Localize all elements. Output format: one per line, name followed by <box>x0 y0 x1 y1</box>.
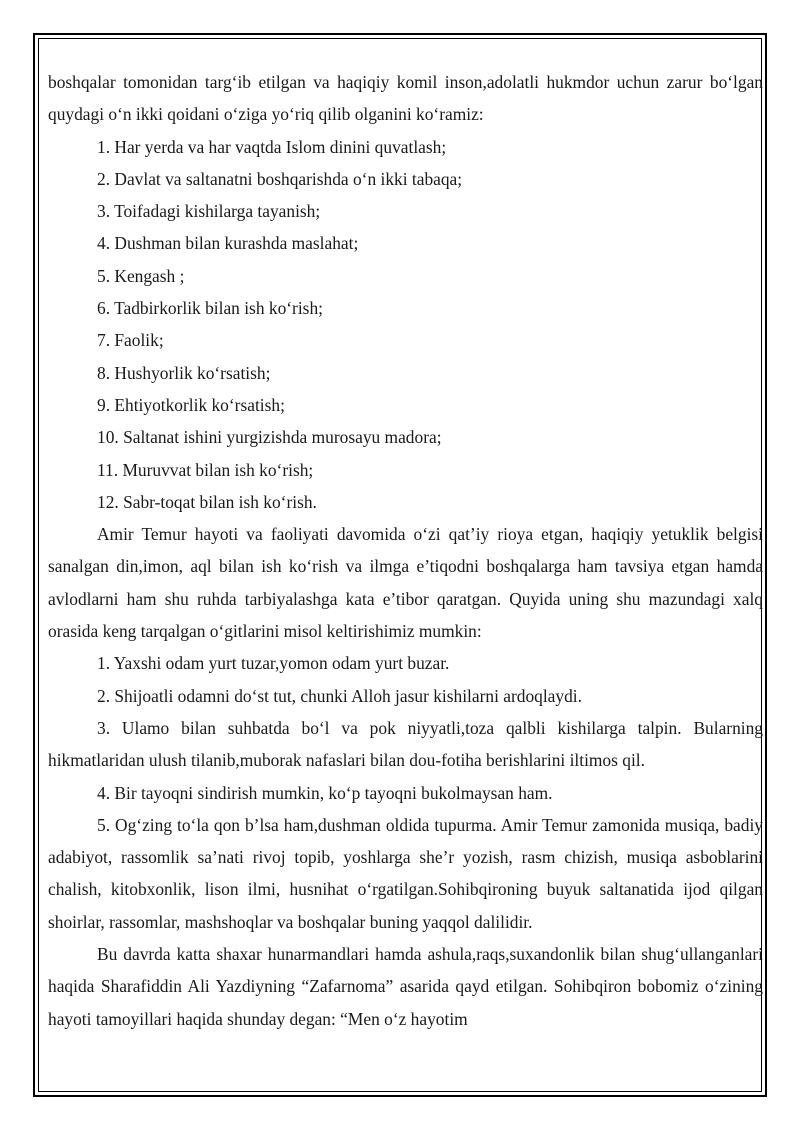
list-item: 10. Saltanat ishini yurgizishda murosayu madora; <box>97 427 442 448</box>
list-item: 5. Kengash ; <box>97 265 185 286</box>
paragraph-continuation: boshqalar tomonidan targ‘ib etilgan va haqiqiy komil inson,adolatli hukmdor uchun zarur bo‘lgan quydagi o‘n ikki qoidani o‘ziga yo‘riq qilib olganini ko‘ramiz: <box>48 72 763 125</box>
saying-item: 3. Ulamo bilan suhbatda bo‘l va pok niyyatli,toza qalbli kishilarga talpin. Bularning hikmatlaridan ulush tilanib,muborak nafaslari bilan dou-fotiha berishlarini iltimos qil. <box>48 717 763 771</box>
list-item: 2. Davlat va saltanatni boshqarishda o‘n ikki tabaqa; <box>97 168 463 189</box>
list-item: 7. Faolik; <box>97 330 164 351</box>
list-item: 4. Dushman bilan kurashda maslahat; <box>97 233 359 254</box>
saying-item: 2. Shijoatli odamni do‘st tut, chunki Alloh jasur kishilarni ardoqlaydi. <box>97 685 582 706</box>
list-item: 12. Sabr-toqat bilan ish ko‘rish. <box>97 491 317 512</box>
saying-item: 5. Og‘zing to‘la qon b’lsa ham,dushman oldida tupurma. Amir Temur zamonida musiqa, badiy adabiyot, rassomlik sa’nati rivoj topib, yoshlarga she’r yozish, rasm chizish, musiqa asboblarini chalish, kitobxonlik, lison ilmi, husnihat o‘rgatilgan.Sohibqironing buyuk saltanatida ijod qilgan shoirlar, rassomlar, mashshoqlar va boshqalar buning yaqqol dalilidir. <box>48 814 763 932</box>
list-item: 6. Tadbirkorlik bilan ish ko‘rish; <box>97 298 323 319</box>
list-item: 9. Ehtiyotkorlik ko‘rsatish; <box>97 394 285 415</box>
document-body <box>48 66 763 1035</box>
list-item: 11. Muruvvat bilan ish ko‘rish; <box>97 459 314 480</box>
list-item: 8. Hushyorlik ko‘rsatish; <box>97 362 271 383</box>
paragraph-final: Bu davrda katta shaxar hunarmandlari hamda ashula,raqs,suxandonlik bilan shug‘ullanganlari haqida Sharafiddin Ali Yazdiyning “Zafarnoma” asarida qayd etilgan. Sohibqiron bobomiz o‘zining hayoti tamoyillari haqida shunday degan: “Men o‘z hayotim <box>48 944 763 1029</box>
saying-item: 1. Yaxshi odam yurt tuzar,yomon odam yurt buzar. <box>97 653 450 674</box>
list-item: 3. Toifadagi kishilarga tayanish; <box>97 201 321 222</box>
paragraph-intro: Amir Temur hayoti va faoliyati davomida o‘zi qat’iy rioya etgan, haqiqiy yetuklik belgisi sanalgan din,imon, aql bilan ish ko‘rish va ilmga e’tiqodni boshqalarga ham tavsiya etgan hamda avlodlarni ham shu ruhda tarbiyalashga kata e’tibor qaratgan. Quyida uning shu mazundagi xalq orasida keng tarqalgan o‘gitlarini misol keltirishimiz mumkin: <box>48 524 763 642</box>
rules-list <box>48 131 763 519</box>
list-item: 1. Har yerda va har vaqtda Islom dinini quvatlash; <box>97 136 447 157</box>
saying-item: 4. Bir tayoqni sindirish mumkin, ko‘p tayoqni bukolmaysan ham. <box>97 782 553 803</box>
sayings-list <box>48 647 763 938</box>
